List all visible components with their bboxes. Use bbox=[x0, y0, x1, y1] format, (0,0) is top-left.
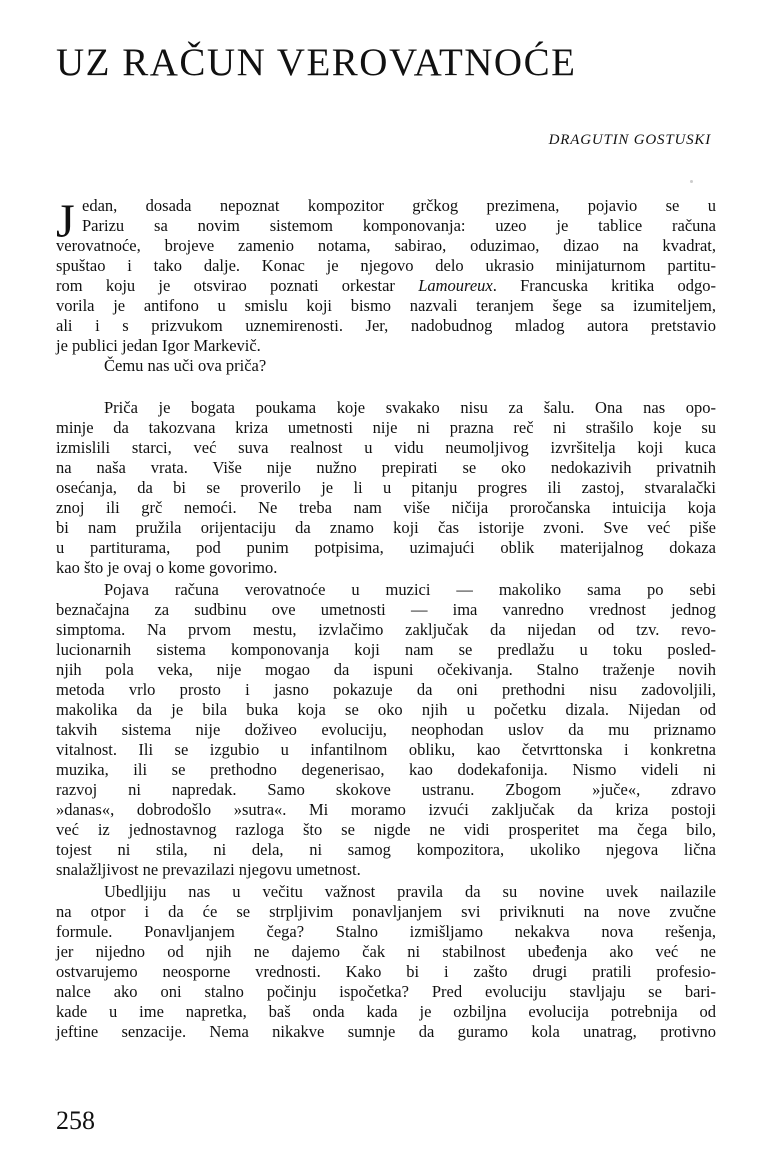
text-line: edan, dosada nepoznat kompozitor grčkog prezimena, pojavio se u bbox=[82, 196, 716, 215]
article-author: DRAGUTIN GOSTUSKI bbox=[548, 132, 711, 148]
text-line: već iz jednostavnog razloga što se nigde ne vidi prosperitet ma čega bilo, bbox=[56, 820, 716, 839]
text-line: Parizu sa novim sistemom komponovanja: uzeo je tablice računa bbox=[82, 216, 716, 235]
text-line: verovatnoće, brojeve zamenio notama, sabirao, oduzimao, dizao na kvadrat, bbox=[56, 236, 716, 255]
paragraph-5 bbox=[56, 882, 716, 1042]
text-line: kao što je ovaj o kome govorimo. bbox=[56, 558, 278, 577]
text-line: snalažljivost ne prevazilazi njegovu umetnost. bbox=[56, 860, 361, 879]
text-line: metoda vrlo prosto i jasno pokazuje da oni prethodni nisu zadovoljili, bbox=[56, 680, 716, 699]
text-line: ostvarujemo neosporne vrednosti. Kako bi i zašto drugi pratili profesio- bbox=[56, 962, 716, 981]
text-line: vorila je antifono u smislu koji bismo nazvali teranjem šege sa izumiteljem, bbox=[56, 296, 716, 315]
text-line: na naša vrata. Više nije nužno prepirati se oko nedokazivih privatnih bbox=[56, 458, 716, 477]
text-line: kade u ime napretka, baš onda kada je ozbiljna evolucija potrebnija od bbox=[56, 1002, 716, 1021]
paragraph-3 bbox=[56, 398, 716, 578]
text-line: simptoma. Na prvom mestu, izvlačimo zaključak da nijedan od tzv. revo- bbox=[56, 620, 716, 639]
text-line: Ubedljiju nas u večitu važnost pravila da su novine uvek nailazile bbox=[104, 882, 716, 901]
paragraph-2 bbox=[56, 356, 716, 376]
text-line: takvih sistema nije doživeo evoluciju, neophodan uslov da mu priznamo bbox=[56, 720, 716, 739]
text-line: tojest ni stila, ni dela, ni samog kompozitora, ukoliko njegova lična bbox=[56, 840, 716, 859]
paragraph-1 bbox=[56, 196, 716, 356]
text-line: jeftine senzacije. Nema nikakve sumnje da guramo kola unatrag, protivno bbox=[56, 1022, 716, 1041]
text-line: rom koju je otsvirao poznati orkestar Lamoureux. Francuska kritika odgo- bbox=[56, 276, 716, 295]
text-line: razvoj ni napredak. Samo skokove ustranu. Zbogom »juče«, zdravo bbox=[56, 780, 716, 799]
text-line: Pojava računa verovatnoće u muzici — makoliko sama po sebi bbox=[104, 580, 716, 599]
page-number: 258 bbox=[56, 1106, 95, 1135]
text-line: izmislili starci, već suva realnost u vidu neumoljivog izvršitelja koji kuca bbox=[56, 438, 716, 457]
text-line: lucionarnih sistema komponovanja koji nam se predlažu u toku posled- bbox=[56, 640, 716, 659]
article-title: UZ RAČUN VEROVATNOĆE bbox=[56, 41, 577, 84]
section-gap bbox=[56, 376, 716, 398]
text-line: Priča je bogata poukama koje svakako nisu za šalu. Ona nas opo- bbox=[104, 398, 716, 417]
text-line: formule. Ponavljanjem čega? Stalno izmišljamo nekakva nova rešenja, bbox=[56, 922, 716, 941]
text-line: spuštao i tako dalje. Konac je njegovo delo ukrasio minijaturnom partitu- bbox=[56, 256, 716, 275]
scan-speck bbox=[690, 180, 693, 183]
text-line: vitalnost. Ili se izgubio u infantilnom obliku, kao četvrttonska i konkretna bbox=[56, 740, 716, 759]
text-line: jer nijedno od njih ne dajemo čak ni stabilnost ubeđenja ako već ne bbox=[56, 942, 716, 961]
orchestra-name: Lamoureux bbox=[418, 276, 493, 295]
text-line: muzika, ili se prethodno degenerisao, kao dodekafonija. Nismo videli ni bbox=[56, 760, 716, 779]
text-line: makolika da je bila buka koja se oko njih u početku dizala. Nijedan od bbox=[56, 700, 716, 719]
text-line: osećanja, da bi se proverilo je li u pitanju progres ili zastoj, stvaralački bbox=[56, 478, 716, 497]
text-line: znoj ili grč nemoći. Ne treba nam više ničija proročanska intuicija koja bbox=[56, 498, 716, 517]
text-line: je publici jedan Igor Markevič. bbox=[56, 336, 261, 355]
text-line: nalce ako oni stalno počinju ispočetka? Pred evoluciju stavljaju se bari- bbox=[56, 982, 716, 1001]
text-line: Čemu nas uči ova priča? bbox=[104, 356, 267, 375]
text-line: minje da takozvana kriza umetnosti nije ni prazna reč ni strašilo koje su bbox=[56, 418, 716, 437]
text-line: beznačajna za sudbinu ove umetnosti — ima vanredno vrednost jednog bbox=[56, 600, 716, 619]
drop-cap: J bbox=[56, 195, 75, 248]
paragraph-4 bbox=[56, 580, 716, 880]
text-line: ali i s prizvukom uznemirenosti. Jer, nadobudnog mladog autora pretstavio bbox=[56, 316, 716, 335]
text-line: »danas«, dobrodošlo »sutra«. Mi moramo izvući zaključak da kriza postoji bbox=[56, 800, 716, 819]
text-line: bi nam pružila orijentaciju da znamo koji čas istorije zvoni. Sve već piše bbox=[56, 518, 716, 537]
text-line: u partiturama, pod punim potpisima, uzimajući oblik materijalnog dokaza bbox=[56, 538, 716, 557]
text-line: na otpor i da će se strpljivim ponavljanjem svi priviknuti na nove zvučne bbox=[56, 902, 716, 921]
text-line: njih pola veka, nije mogao da ispuni očekivanja. Stalno traženje novih bbox=[56, 660, 716, 679]
article-body bbox=[56, 196, 716, 1042]
